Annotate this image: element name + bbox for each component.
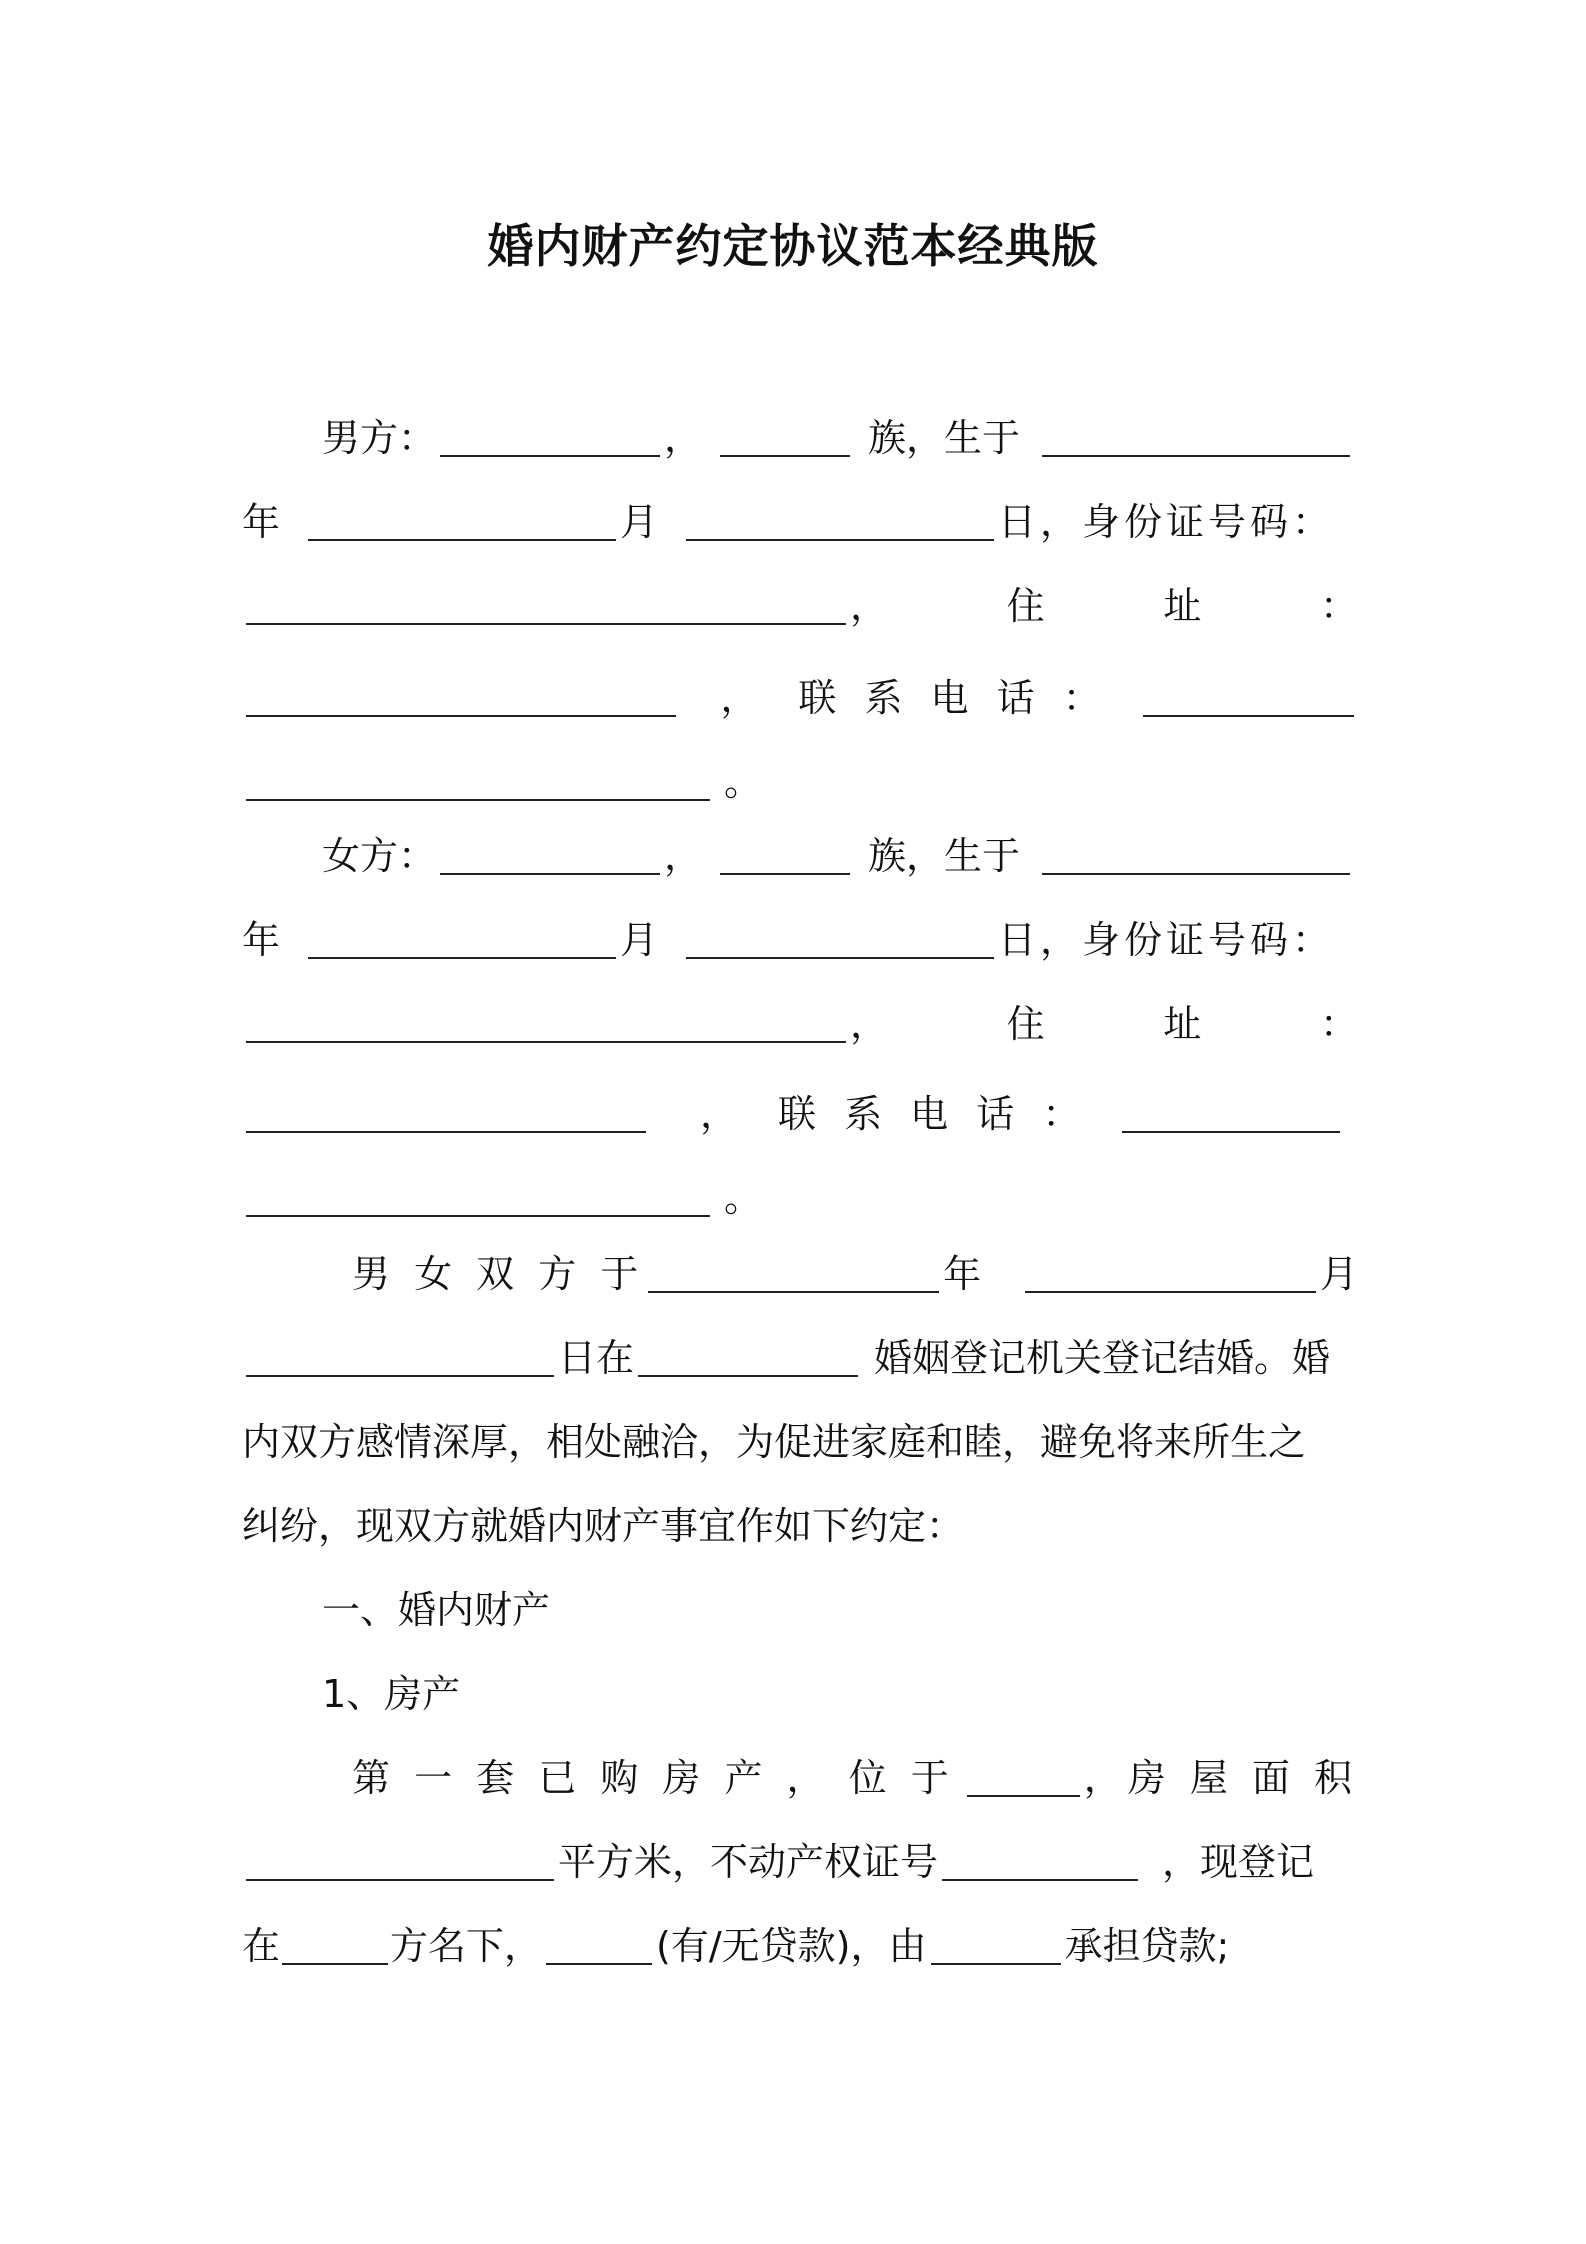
female-address-blank[interactable]: [246, 1095, 646, 1133]
property-location-blank[interactable]: [967, 1759, 1080, 1797]
male-month-label: 月: [620, 500, 659, 544]
male-period: 。: [724, 760, 763, 804]
property-area-blank[interactable]: [246, 1843, 554, 1881]
section1-sub1-text: 1、房产: [322, 1672, 461, 1716]
male-line-5: [242, 752, 1358, 812]
property-owner-blank[interactable]: [282, 1927, 388, 1965]
female-addr-comma: ，: [850, 1002, 889, 1046]
marriage-line-4: [242, 1496, 1358, 1556]
female-phone-blank[interactable]: [1122, 1095, 1340, 1133]
male-name-blank[interactable]: [440, 419, 660, 457]
property-line-2: [242, 1832, 1358, 1892]
male-label: 男方：: [322, 416, 437, 460]
female-month-blank[interactable]: [308, 921, 616, 959]
male-ethnicity-label: 族，生于: [868, 416, 1021, 460]
marriage-line2-text: 内双方感情深厚，相处融洽，为促进家庭和睦，避免将来所生之: [242, 1420, 1307, 1464]
marriage-year-blank[interactable]: [648, 1255, 939, 1293]
marriage-day-blank[interactable]: [246, 1339, 554, 1377]
property-line-3: [242, 1916, 1358, 1976]
property-loan-blank[interactable]: [546, 1927, 652, 1965]
property-cert-blank[interactable]: [942, 1843, 1138, 1881]
female-phone-blank-cont[interactable]: [246, 1179, 710, 1217]
female-phone-label: 联 系 电 话 ：: [778, 1092, 1089, 1136]
male-line-1: [322, 408, 1358, 468]
property-line-1: [352, 1748, 1358, 1808]
male-year-label: 年: [242, 500, 281, 544]
marriage-line-3: [242, 1412, 1358, 1472]
marriage-lead: 男 女 双 方 于: [352, 1252, 645, 1296]
female-month-label: 月: [620, 918, 659, 962]
property-registered-label: ，现登记: [1162, 1840, 1315, 1884]
section1-heading: [322, 1580, 1358, 1640]
male-birth-blank[interactable]: [1042, 419, 1350, 457]
female-addr-zhu: 住: [1006, 1002, 1045, 1046]
male-address-blank[interactable]: [246, 679, 676, 717]
female-comma: ，: [664, 834, 703, 878]
female-line-4: [242, 1084, 1358, 1144]
male-id-blank[interactable]: [246, 587, 846, 625]
male-line-2: [242, 492, 1358, 552]
property-loan-label: (有/无贷款)，由: [656, 1924, 927, 1968]
property-payer-blank[interactable]: [931, 1927, 1061, 1965]
female-phone-comma: ，: [700, 1092, 739, 1136]
marriage-line3-text: 纠纷，现双方就婚内财产事宜作如下约定：: [242, 1504, 965, 1548]
property-sqm-label: 平方米，不动产权证号: [558, 1840, 939, 1884]
male-month-blank[interactable]: [308, 503, 616, 541]
document-title: 婚内财产约定协议范本经典版: [487, 219, 1099, 273]
property-bear-label: 承担贷款;: [1064, 1924, 1230, 1968]
female-line-5: [242, 1168, 1358, 1228]
female-ethnicity-blank[interactable]: [720, 837, 850, 875]
marriage-line-1: [352, 1244, 1358, 1304]
property-area-label: ，房 屋 面 积: [1083, 1756, 1358, 1800]
marriage-year-label: 年: [943, 1252, 982, 1296]
female-label: 女方：: [322, 834, 437, 878]
marriage-day-at: 日在: [558, 1336, 635, 1380]
male-addr-zhu: 住: [1006, 584, 1045, 628]
marriage-line-2: [242, 1328, 1358, 1388]
property-lead: 第 一 套 已 购 房 产 ， 位 于: [352, 1756, 955, 1800]
section1-sub1: [322, 1664, 1358, 1724]
male-addr-colon: ：: [1319, 584, 1358, 628]
section1-heading-text: 一、婚内财产: [322, 1588, 551, 1632]
marriage-month-label: 月: [1319, 1252, 1358, 1296]
female-birth-blank[interactable]: [1042, 837, 1350, 875]
male-phone-blank-cont[interactable]: [246, 763, 710, 801]
female-day-blank[interactable]: [686, 921, 994, 959]
female-id-blank[interactable]: [246, 1005, 846, 1043]
male-phone-blank[interactable]: [1143, 679, 1354, 717]
female-line-1: [322, 826, 1358, 886]
female-line-3: [242, 994, 1358, 1054]
female-year-label: 年: [242, 918, 281, 962]
female-day-id-label: 日，身份证号码：: [998, 918, 1335, 962]
male-ethnicity-blank[interactable]: [720, 419, 850, 457]
marriage-registration: 婚姻登记机关登记结婚。婚: [874, 1336, 1331, 1380]
female-name-blank[interactable]: [440, 837, 660, 875]
female-addr-zhi: 址: [1163, 1002, 1202, 1046]
property-at-label: 在: [242, 1924, 281, 1968]
male-addr-comma: ，: [850, 584, 889, 628]
male-phone-label: 联 系 电 话 ：: [798, 676, 1109, 720]
marriage-month-blank[interactable]: [1025, 1255, 1316, 1293]
male-comma: ，: [664, 416, 703, 460]
male-day-blank[interactable]: [686, 503, 994, 541]
male-line-3: [242, 576, 1358, 636]
male-phone-comma: ，: [720, 676, 759, 720]
female-line-2: [242, 910, 1358, 970]
male-line-4: [242, 668, 1358, 728]
male-day-id-label: 日，身份证号码：: [998, 500, 1335, 544]
female-period: 。: [724, 1176, 763, 1220]
marriage-office-blank[interactable]: [638, 1339, 858, 1377]
female-addr-colon: ：: [1319, 1002, 1358, 1046]
property-name-under: 方名下，: [390, 1924, 543, 1968]
female-ethnicity-label: 族，生于: [868, 834, 1021, 878]
male-addr-zhi: 址: [1163, 584, 1202, 628]
